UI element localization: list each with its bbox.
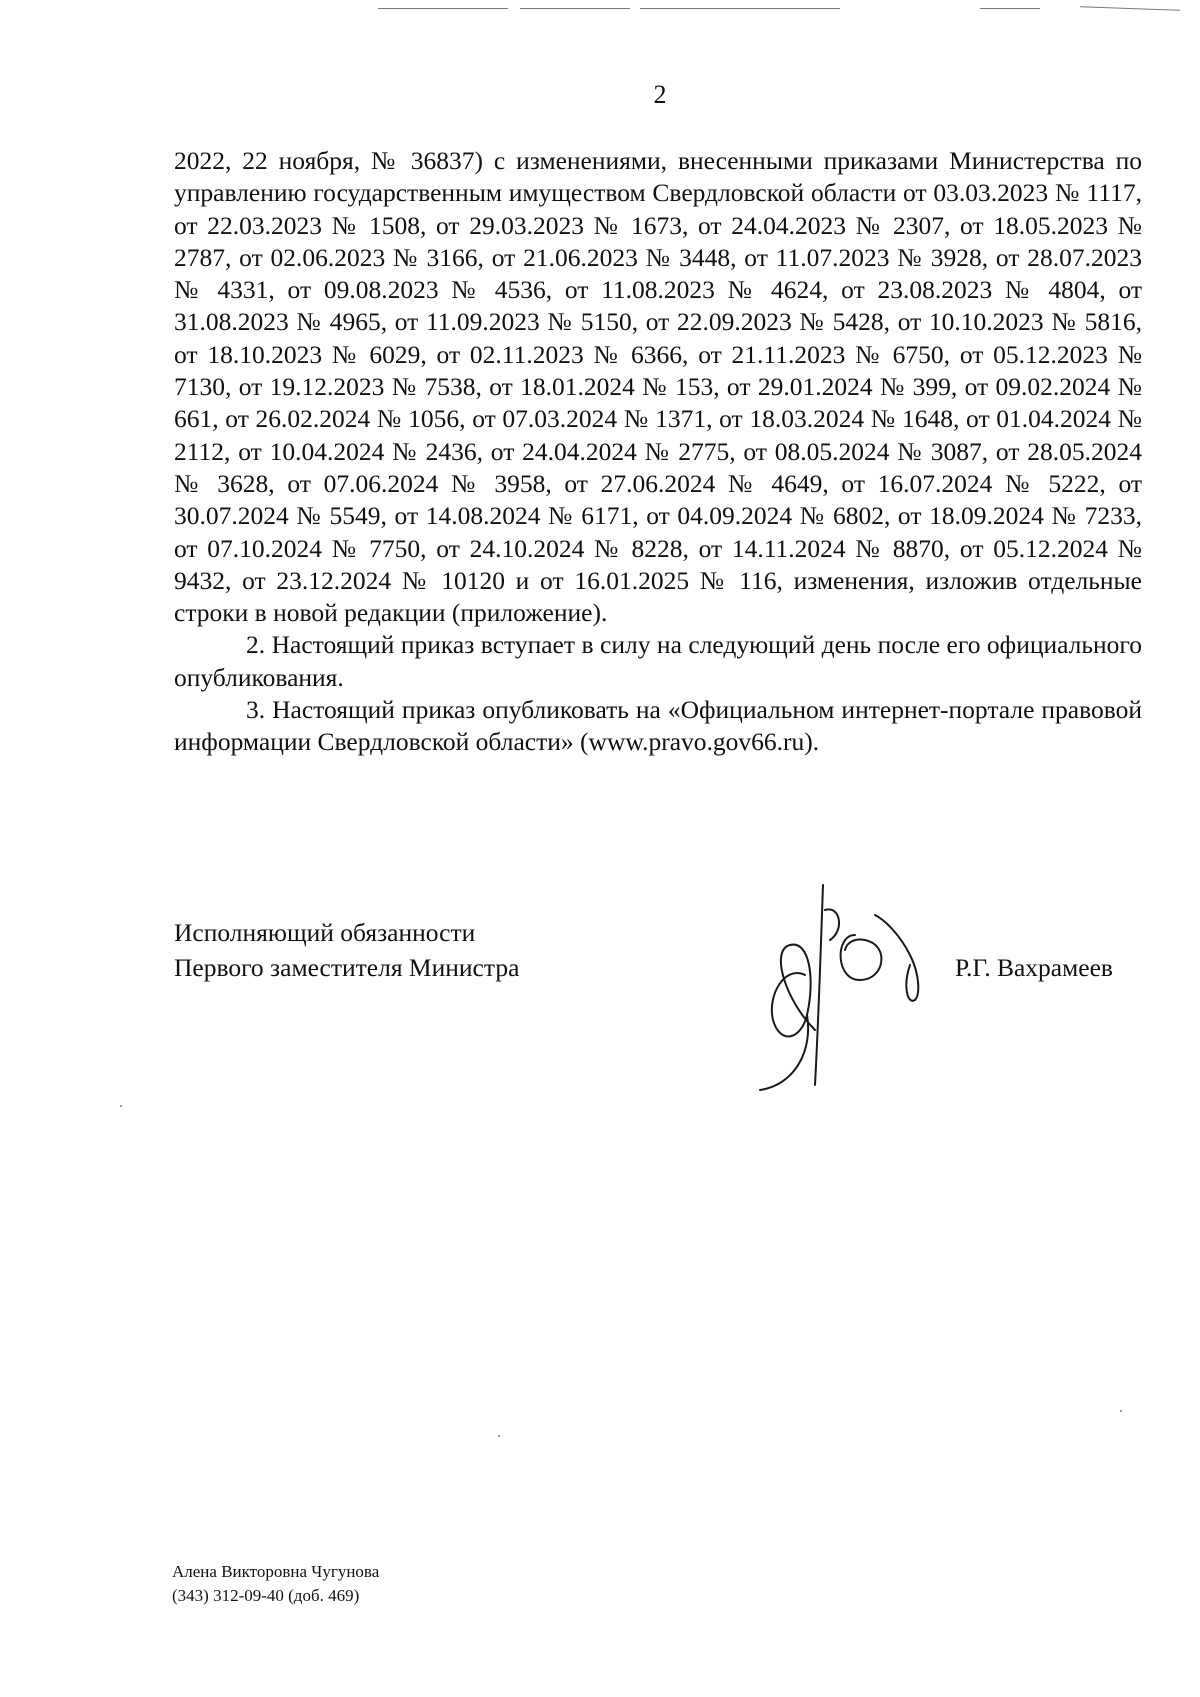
scan-speck	[498, 1435, 500, 1437]
text-line: от 21.06.2023 № 3448, от 11.07.2023 № 3928, от 28.07.2023 № 4331,	[174, 242, 1143, 305]
executor-name: Алена Викторовна Чугунова	[172, 1562, 380, 1581]
text-line: от 21.11.2023 № 6750, от 05.12.2023 № 7130, от 19.12.2023 № 7538,	[174, 339, 1143, 402]
text-line: его официального опубликования.	[174, 630, 1143, 692]
text-line: 2022, 22 ноября, № 36837) с изменениями, внесенными приказами	[174, 146, 939, 175]
text-line: от 18.01.2024 № 153, от 29.01.2024 № 399, от 09.02.2024 № 661, от 26.02.2024	[174, 372, 1143, 434]
document-body	[174, 145, 1142, 759]
text-line: от 31.08.2023 № 4965, от 11.09.2023 № 5150, от 22.09.2023 № 5428,	[174, 275, 1143, 337]
scan-artifact-line	[520, 8, 630, 9]
text-line: от 04.09.2024 № 6802, от 18.09.2024 № 7233, от 07.10.2024 № 7750,	[174, 501, 1143, 563]
scan-speck	[120, 1105, 122, 1107]
text-line: от 28.05.2024 № 3628, от 07.06.2024 № 3958, от 27.06.2024 № 4649,	[174, 436, 1143, 498]
text-line: Министерства по управлению государственным имуществом Свердловской	[174, 146, 1143, 208]
scan-speck	[1120, 1410, 1122, 1412]
text-line: области от 03.03.2023 № 1117, от 22.03.2023 № 1508, от 29.03.2023	[174, 178, 1143, 240]
text-line: от 10.10.2023 № 5816, от 18.10.2023 № 6029, от 02.11.2023 № 6366,	[174, 307, 1142, 369]
text-line: от 10.04.2024 № 2436, от 24.04.2024 № 2775, от 08.05.2024 № 3087,	[238, 436, 989, 466]
text-line: от 23.12.2024 № 10120 и от 16.01.2025 № 116, изменения, изложив отдельные	[242, 565, 1142, 595]
paragraph-effective-date	[174, 629, 1142, 694]
scan-artifact-line	[980, 8, 1040, 9]
scan-artifact-line	[640, 8, 840, 9]
executor-phone: (343) 312-09-40 (доб. 469)	[172, 1586, 360, 1605]
text-line: № 1673, от 24.04.2023 № 2307, от 18.05.2023 № 2787, от 02.06.2023 № 3166,	[174, 210, 1143, 272]
handwritten-signature	[735, 880, 950, 1105]
position-line: Первого заместителя Министра	[174, 953, 520, 982]
position-line: Исполняющий обязанности	[174, 918, 476, 947]
text-line: от 16.07.2024 № 5222, от 30.07.2024 № 5549, от 14.08.2024 № 6171,	[174, 468, 1143, 531]
page-number: 2	[653, 80, 667, 109]
text-line: правовой информации Свердловской области» (www.pravo.gov66.ru).	[174, 695, 1142, 757]
signatory-name: Р.Г. Вахрамеев	[955, 953, 1113, 982]
text-line: 2. Настоящий приказ вступает в силу на следующий день после	[246, 630, 941, 660]
text-line: от 09.08.2023 № 4536, от 11.08.2023 № 4624, от 23.08.2023 № 4804,	[287, 275, 1106, 305]
scan-artifact-line	[1080, 6, 1180, 10]
paragraph-publication	[174, 694, 1142, 759]
text-line: № 1056, от 07.03.2024 № 1371, от 18.03.2024 № 1648, от 01.04.2024 № 2112,	[174, 404, 1142, 466]
scan-artifact-line	[378, 8, 508, 9]
paragraph-amendments-list	[174, 145, 1142, 629]
text-line: 3. Настоящий приказ опубликовать на «Официальном интернет-портале	[246, 695, 1035, 725]
executor-info	[172, 1560, 379, 1608]
text-line: от 24.10.2024 № 8228, от 14.11.2024 № 8870, от 05.12.2024 № 9432,	[174, 533, 1143, 595]
text-line: строки в новой редакции (приложение).	[174, 598, 608, 628]
signatory-position	[174, 915, 519, 985]
